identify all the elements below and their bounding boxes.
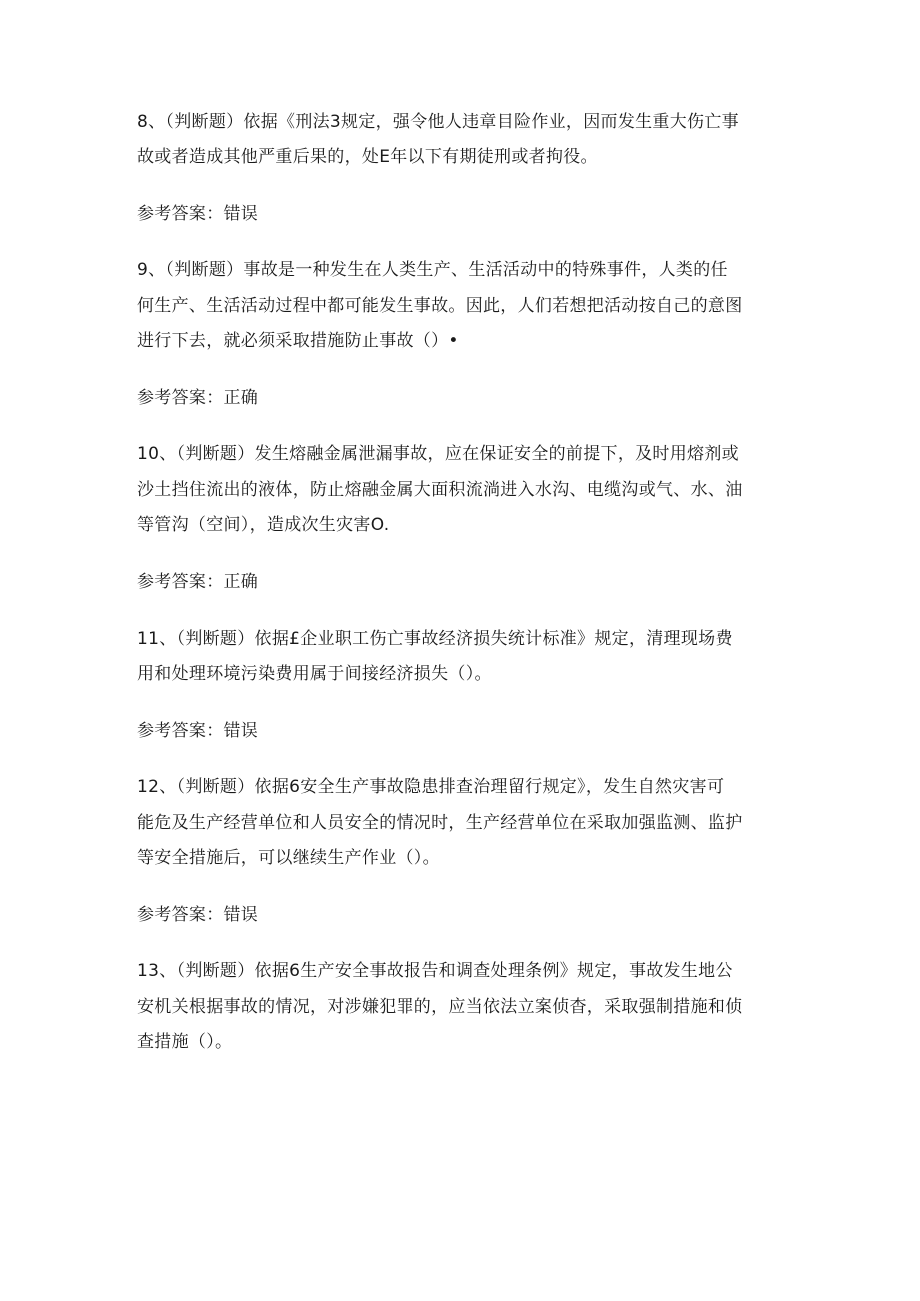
question-11-line-2: 用和处理环境污染费用属于间接经济损失（）。 (137, 664, 492, 684)
answer-12: 参考答案：错误 (137, 905, 259, 925)
question-9-line-3: 进行下去，就必须采取措施防止事故（）• (137, 331, 459, 351)
question-12-line-2: 能危及生产经营单位和人员安全的情况时，生产经营单位在采取加强监测、监护 (137, 813, 743, 833)
question-8-line-1: 8、（判断题）依据《刑法3规定，强令他人违章目险作业，因而发生重大伤亡事 (137, 112, 739, 132)
question-12-line-3: 等安全措施后，可以继续生产作业（）。 (137, 848, 440, 868)
question-11-line-1: 11、（判断题）依据£企业职工伤亡事故经济损失统计标准》规定，清理现场费 (137, 629, 733, 649)
question-10-line-2: 沙土挡住流出的液体，防止熔融金属大面积流淌进入水沟、电缆沟或气、水、油 (137, 480, 743, 500)
question-12-line-1: 12、（判断题）依据6安全生产事故隐患排查治理留行规定》，发生自然灾害可 (137, 777, 725, 797)
answer-9: 参考答案：正确 (137, 388, 259, 408)
answer-10: 参考答案：正确 (137, 572, 259, 592)
question-8-line-2: 故或者造成其他严重后果的，处E年以下有期徒刑或者拘役。 (137, 147, 598, 167)
question-13-line-1: 13、（判断题）依据6生产安全事故报告和调查处理条例》规定，事故发生地公 (137, 961, 733, 981)
question-9-line-1: 9、（判断题）事故是一种发生在人类生产、生活活动中的特殊事件，人类的任 (137, 260, 728, 280)
question-13-line-2: 安机关根据事故的情况，对涉嫌犯罪的，应当依法立案侦杳，采取强制措施和侦 (137, 997, 743, 1017)
answer-8: 参考答案：错误 (137, 204, 259, 224)
question-9-line-2: 何生产、生活活动过程中都可能发生事故。因此，人们若想把活动按自己的意图 (137, 296, 743, 316)
question-13-line-3: 查措施（）。 (137, 1032, 233, 1052)
question-10-line-1: 10、（判断题）发生熔融金属泄漏事故，应在保证安全的前提下，及时用熔剂或 (137, 444, 739, 464)
answer-11: 参考答案：错误 (137, 721, 259, 741)
question-10-line-3: 等管沟（空间），造成次生灾害O. (137, 515, 390, 535)
